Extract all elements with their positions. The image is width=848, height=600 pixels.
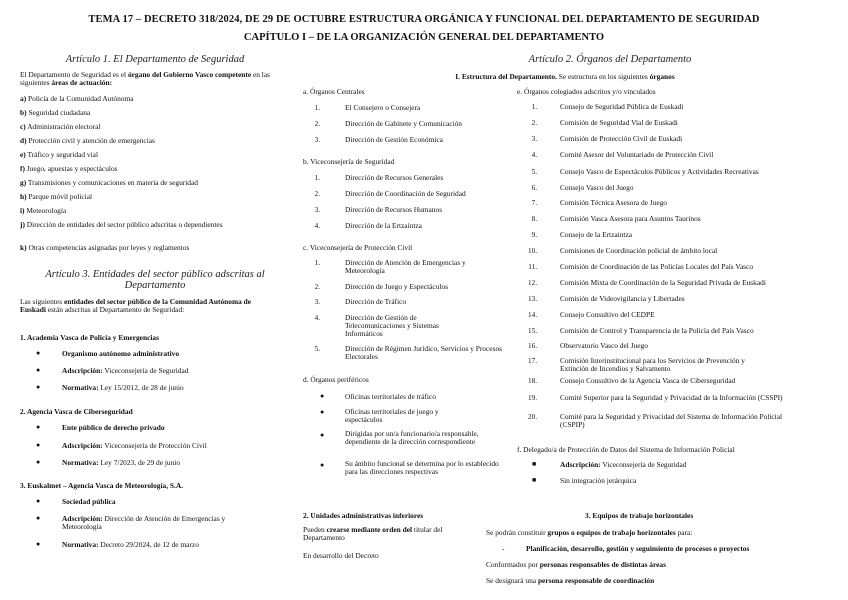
peripheral-item: Su ámbito funcional se determina por lo establecido para las direcciones respectivas — [345, 459, 499, 476]
section-f-head: f. Delegado/a de Protección de Datos del Sistema de Información Policial — [517, 445, 735, 454]
art1-item — [20, 244, 189, 252]
entity-name: 2. Agencia Vasca de Ciberseguridad — [20, 407, 133, 416]
item-text: Otras competencias asignadas por leyes y reglamentos — [28, 243, 190, 252]
item-text: Parque móvil policial — [28, 192, 93, 201]
square-bullet-icon: ■ — [532, 476, 537, 484]
section-e-head: e. Órganos colegiados adscritos y/o vinculados — [517, 87, 656, 96]
bullet-icon: ● — [320, 461, 325, 469]
item-number: 3. — [314, 136, 320, 144]
entity-normativa — [62, 384, 184, 392]
item-number: 2. — [531, 119, 537, 127]
item-text: Tráfico y seguridad vial — [27, 150, 99, 159]
organ-item: Dirección de Juego y Espectáculos — [345, 282, 449, 291]
bullet-icon: ● — [320, 431, 325, 439]
art1-item — [20, 179, 198, 187]
teams-bullet — [526, 545, 749, 553]
art2-sub-b: Se estructura en los siguientes — [556, 72, 650, 81]
colegiado-item: Consejo Consultivo de la Agencia Vasca de Ciberseguridad — [560, 376, 736, 385]
art1-intro-b: órgano del Gobierno Vasco competente — [127, 70, 252, 79]
item-number: 1. — [314, 174, 320, 182]
organ-item: Dirección de Atención de Emergencias y Meteorología — [345, 258, 466, 275]
art1-item — [20, 207, 66, 215]
bullet-icon: ● — [320, 392, 325, 400]
organ-item: Dirección de Gabinete y Comunicación — [345, 119, 462, 128]
organ-item: Dirección de Coordinación de Seguridad — [345, 189, 466, 198]
colegiado-item: Comité para la Seguridad y Privacidad del Sistema de Información Policial (CSPIP) — [560, 412, 783, 429]
art3-title-line2: Departamento — [124, 280, 186, 291]
item-letter: b) — [20, 108, 27, 117]
item-number: 1. — [314, 104, 320, 112]
value: Dirección de Atención de Emergencias y Meteorología — [62, 514, 226, 531]
peripheral-item: Dirigidas por un/a funcionario/a responsable, dependiente de la dirección correspondiente — [345, 429, 479, 446]
item-number: 2. — [314, 190, 320, 198]
section-d-head: d. Órganos periféricos — [303, 375, 369, 384]
item-number: 3. — [314, 206, 320, 214]
colegiado-item: Observatorio Vasco del Juego — [560, 341, 648, 350]
colegiado-item: Comisión Interinstitucional para los Servicios de Prevención y Extinción de Incendios y Salvamento — [560, 356, 745, 373]
units-title: 2. Unidades administrativas inferiores — [303, 511, 424, 520]
label: Adscripción: — [62, 514, 103, 523]
item-letter: k) — [20, 243, 27, 252]
section-b-head: b. Viceconsejería de Seguridad — [303, 157, 395, 166]
units-text-b: crearse mediante orden del — [326, 525, 413, 534]
art1-item — [20, 95, 134, 103]
teams-line2 — [486, 561, 666, 569]
art3-intro-a: Las siguientes — [20, 297, 64, 306]
art2-subtitle — [300, 73, 830, 81]
peripheral-item: Oficinas territoriales de tráfico — [345, 392, 436, 401]
entity-adscripcion — [62, 442, 207, 450]
item-number: 13. — [528, 295, 537, 303]
art3-title — [10, 269, 300, 291]
item-number: 10. — [528, 247, 537, 255]
bullet-icon: ● — [36, 349, 41, 357]
organ-item: Dirección de Recursos Generales — [345, 173, 444, 182]
organ-item: El Consejero o Consejera — [345, 103, 421, 112]
label: Adscripción: — [62, 441, 103, 450]
art2-title: Artículo 2. Órganos del Departamento — [528, 54, 692, 65]
art3-title-line1: Artículo 3. Entidades del sector público adscritas al — [45, 269, 265, 280]
bullet-icon: ● — [36, 366, 41, 374]
item-text: Juego, apuestas y espectáculos — [26, 164, 118, 173]
art1-title: Artículo 1. El Departamento de Seguridad — [65, 54, 245, 65]
units-development: En desarrollo del Decreto — [303, 551, 379, 560]
page-title: TEMA 17 – DECRETO 318/2024, DE 29 DE OCTUBRE ESTRUCTURA ORGÁNICA Y FUNCIONAL DEL DEPARTAMENTO DE SEGURIDAD — [88, 14, 760, 25]
bullet-icon: ● — [36, 423, 41, 431]
organ-item: Dirección de Recursos Humanos — [345, 205, 443, 214]
item-text: Policía de la Comunidad Autónoma — [28, 94, 134, 103]
item-letter: j) — [20, 220, 25, 229]
label: Normativa: — [62, 383, 99, 392]
entity-adscripcion — [62, 515, 262, 531]
colegiado-item: Consejo de Seguridad Pública de Euskadi — [560, 102, 684, 111]
value: Ley 7/2023, de 29 de junio — [98, 458, 181, 467]
item-number: 3. — [531, 135, 537, 143]
colegiado-item: Comisión de Protección Civil de Euskadi — [560, 134, 683, 143]
item-text: Transmisiones y comunicaciones en materia de seguridad — [27, 178, 198, 187]
art3-intro — [20, 298, 278, 314]
item-letter: f) — [20, 164, 25, 173]
bullet-icon: ● — [36, 458, 41, 466]
entity-adscripcion — [62, 367, 188, 375]
bullet-icon: ● — [36, 441, 41, 449]
colegiado-item: Consejo Vasco del Juego — [560, 183, 634, 192]
value: Viceconsejería de Protección Civil — [102, 441, 207, 450]
units-text-a: Pueden — [303, 525, 327, 534]
label: Adscripción: — [62, 366, 103, 375]
item-number: 1. — [531, 103, 537, 111]
item-text: Protección civil y atención de emergencias — [28, 136, 155, 145]
item-number: 8. — [531, 215, 537, 223]
square-bullet-icon: ■ — [532, 460, 537, 468]
dash-bullet: - — [502, 544, 505, 553]
item-number: 14. — [528, 311, 537, 319]
item-number: 7. — [531, 199, 537, 207]
label: Normativa: — [62, 540, 99, 549]
art2-sub-a: I. Estructura del Departamento. — [455, 72, 557, 81]
peripheral-item: Oficinas territoriales de juego y espectáculos — [345, 407, 439, 424]
item-number: 18. — [528, 377, 537, 385]
item-number: 5. — [314, 345, 320, 353]
item-number: 1. — [314, 259, 320, 267]
item-number: 9. — [531, 231, 537, 239]
label: Adscripción: — [560, 460, 601, 469]
teams-line2-b: personas responsables de distintas áreas — [539, 560, 666, 569]
teams-title: 3. Equipos de trabajo horizontales — [585, 511, 694, 520]
entity-normativa — [62, 541, 199, 549]
item-text: Seguridad ciudadana — [28, 108, 91, 117]
organ-item: Dirección de la Ertzaintza — [345, 221, 422, 230]
organ-item: Dirección de Gestión de Telecomunicaciones y Sistemas Informáticos — [345, 313, 439, 338]
bullet-icon: ● — [36, 540, 41, 548]
item-text: Meteorología — [26, 206, 67, 215]
art3-intro-c: están adscritas al Departamento de Seguridad: — [45, 305, 185, 314]
entity-name: 3. Euskalmet – Agencia Vasca de Meteorología, S.A. — [20, 481, 184, 490]
colegiado-item: Comité Asesor del Voluntariado de Protección Civil — [560, 150, 714, 159]
colegiado-item: Comisión de Coordinación de las Policías Locales del País Vasco — [560, 262, 754, 271]
item-number: 5. — [531, 168, 537, 176]
f-sin-integracion: Sin integración jerárquica — [560, 476, 637, 485]
item-number: 2. — [314, 283, 320, 291]
item-text: Dirección de entidades del sector público adscritas o dependientes — [26, 220, 223, 229]
bullet-icon: ● — [36, 514, 41, 522]
entity-type: Ente público de derecho privado — [62, 423, 165, 432]
item-number: 2. — [314, 120, 320, 128]
item-number: 4. — [314, 314, 320, 322]
entity-normativa — [62, 459, 180, 467]
organ-item: Dirección de Régimen Jurídico, Servicios y Procesos Electorales — [345, 344, 503, 361]
teams-line3 — [486, 577, 654, 585]
value: Viceconsejería de Seguridad — [102, 366, 189, 375]
chapter-title: CAPÍTULO I – DE LA ORGANIZACIÓN GENERAL DEL DEPARTAMENTO — [243, 32, 605, 43]
teams-line1-b: grupos o equipos de trabajo horizontales — [547, 528, 676, 537]
item-number: 6. — [531, 184, 537, 192]
entity-type: Sociedad pública — [62, 497, 116, 506]
organ-item: Dirección de Gestión Económica — [345, 135, 443, 144]
art1-item — [20, 165, 118, 173]
art1-item — [20, 109, 90, 117]
item-letter: g) — [20, 178, 27, 187]
bullet-icon: ● — [36, 497, 41, 505]
art1-intro-d: áreas de actuación: — [51, 78, 113, 87]
organ-item: Dirección de Tráfico — [345, 297, 407, 306]
item-number: 12. — [528, 279, 537, 287]
art1-item — [20, 221, 265, 229]
item-number: 19. — [528, 394, 537, 402]
colegiado-item: Comisión Vasca Asesora para Asuntos Taurinos — [560, 214, 701, 223]
art3-intro-b: entidades del sector público de la Comunidad Autónoma de Euskadi — [20, 297, 252, 314]
item-number: 4. — [314, 222, 320, 230]
art1-item — [20, 193, 92, 201]
value: Viceconsejería de Seguridad — [600, 460, 687, 469]
colegiado-item: Comisión Técnica Asesora de Juego — [560, 198, 668, 207]
item-number: 11. — [528, 263, 537, 271]
label: Normativa: — [62, 458, 99, 467]
teams-line3-b: persona responsable de coordinación — [537, 576, 655, 585]
colegiado-item: Comisión de Seguridad Vial de Euskadi — [560, 118, 678, 127]
colegiado-item: Comisión de Control y Transparencia de la Policía del País Vasco — [560, 326, 754, 335]
entity-type: Organismo autónomo administrativo — [62, 349, 180, 358]
value: Ley 15/2012, de 28 de junio — [98, 383, 184, 392]
art1-item — [20, 123, 100, 131]
art1-intro-a: El Departamento de Seguridad es el — [20, 70, 128, 79]
f-adscripcion — [560, 461, 686, 469]
item-number: 4. — [531, 151, 537, 159]
bullet-icon: ● — [36, 383, 41, 391]
item-letter: d) — [20, 136, 27, 145]
item-letter: a) — [20, 94, 27, 103]
units-text-c: titular del Departamento — [303, 525, 443, 542]
item-text: Administración electoral — [27, 122, 101, 131]
item-number: 17. — [528, 357, 537, 365]
art1-item — [20, 151, 98, 159]
art2-sub-c: órganos — [649, 72, 675, 81]
bullet-icon: ● — [320, 408, 325, 416]
teams-bullet-text: Planificación, desarrollo, gestión y seguimiento de procesos o proyectos — [526, 544, 750, 553]
item-number: 20. — [528, 413, 537, 421]
item-letter: h) — [20, 192, 27, 201]
item-letter: i) — [20, 206, 25, 215]
item-number: 3. — [314, 298, 320, 306]
value: Decreto 29/2024, de 12 de marzo — [98, 540, 199, 549]
colegiado-item: Comisiones de Coordinación policial de ámbito local — [560, 246, 718, 255]
section-c-head: c. Viceconsejería de Protección Civil — [303, 243, 413, 252]
colegiado-item: Consejo Consultivo del CEDPE — [560, 310, 655, 319]
teams-line1-a: Se podrán constituir — [486, 528, 548, 537]
art1-intro-c: en las siguientes — [20, 70, 271, 87]
teams-line3-a: Se designará una — [486, 576, 538, 585]
item-letter: e) — [20, 150, 26, 159]
colegiado-item: Comisión de Videovigilancia y Libertades — [560, 294, 685, 303]
art1-item — [20, 137, 155, 145]
art1-intro — [20, 71, 275, 87]
colegiado-item: Consejo Vasco de Espectáculos Públicos y Actividades Recreativas — [560, 167, 759, 176]
colegiado-item: Comisión Mixta de Coordinación de la Seguridad Privada de Euskadi — [560, 278, 766, 287]
section-a-head: a. Órganos Centrales — [303, 87, 365, 96]
units-text — [303, 526, 463, 542]
entity-name: 1. Academia Vasca de Policía y Emergencias — [20, 333, 159, 342]
teams-line2-a: Conformados por — [486, 560, 540, 569]
item-letter: c) — [20, 122, 26, 131]
item-number: 15. — [528, 327, 537, 335]
item-number: 16. — [528, 342, 537, 350]
colegiado-item: Consejo de la Ertzaintza — [560, 230, 633, 239]
colegiado-item: Comité Superior para la Seguridad y Privacidad de la Información (CSSPI) — [560, 393, 783, 402]
teams-line1-c: para: — [675, 528, 693, 537]
teams-line1 — [486, 529, 692, 537]
